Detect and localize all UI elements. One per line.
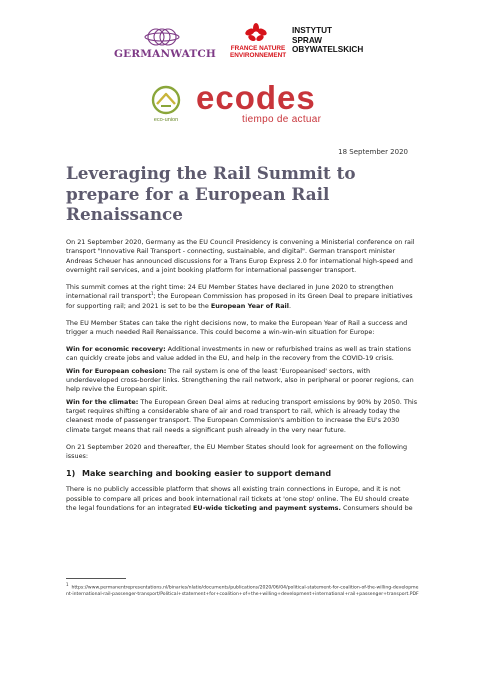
paragraph-summit: This summit comes at the right time: 24 EU Member States have declared in June 2020 to strengthen international rail transport$^1$; the European Commission has proposed in its Green Deal to prepare initiatives for supporting rail; and 2021 is set to be the European Year of Rail. bbox=[66, 282, 413, 310]
paragraph-booking: There is no publicly accessible platform that shows all existing train connections in Europe, and it is not possible to compare all prices and book international rail tickets at 'one stop' online. The EU should create the legal foundations for an integrated EU-wide ticketing and payment systems. Consumers should be bbox=[66, 485, 413, 512]
isp-line-1: INSTYTUT bbox=[292, 26, 333, 35]
document-title: Leveraging the Rail Summit to prepare for a European Rail Renaissance bbox=[66, 163, 356, 224]
year-of-rail: European Year of Rail bbox=[210, 301, 289, 310]
footnote-divider bbox=[66, 578, 126, 579]
win-item: Win for the climate: The European Green Deal aims at reducing transport emissions by 90% by 2050. This target requires shifting a considerable share of air and road transport to rail, which is already today the cleanest mode of passenger transport. The European Commission's ambition to increase the EU's 2030 climate target means that rail needs a significant push already in the very near future. bbox=[66, 397, 418, 434]
ecodes-wordmark: ecodes bbox=[196, 79, 316, 116]
footnote bbox=[66, 582, 419, 599]
footnote-link[interactable]: https://www.permanentrepresentations.nl/binaries/nlatio/documents/publications/2020/06/04/political-statement-for-coalition-of-the-willing-development-international-rail-passenger-transport/Political+statement+for+coalition+of+the+willing+development+international+rail+passenger+transport.PDF bbox=[66, 585, 419, 598]
document-body bbox=[66, 238, 419, 521]
footnote-number: 1 bbox=[66, 582, 69, 587]
fne-flower-icon bbox=[242, 22, 270, 44]
fne-line-1: FRANCE NATURE bbox=[230, 45, 286, 52]
isp-line-3: OBYWATELSKICH bbox=[292, 45, 364, 54]
section-heading bbox=[66, 469, 419, 478]
win-item: Win for economic recovery: Additional investments in new or refurbished trains as well as train stations can quickly create jobs and value added in the EU, and help in the recovery from the COVID-19 crisis. bbox=[66, 344, 412, 363]
paragraph-agreement: On 21 September 2020 and thereafter, the EU Member States should look for agreement on the following issues: bbox=[66, 442, 408, 460]
paragraph-intro: On 21 September 2020, Germany as the EU Council Presidency is convening a Ministerial conference on rail transport "Innovative Rail Transport - connecting, sustainable, and digital". German transport minister Andreas Scheuer has announced discussions for a Trans Europ Express 2.0 for international high-speed and overnight rail services, and a joint booking platform for international passenger transport. bbox=[66, 238, 415, 275]
ecodes-tagline: tiempo de actuar bbox=[242, 114, 322, 125]
section-number: 1) bbox=[66, 468, 76, 478]
ticketing-emphasis: EU-wide ticketing and payment systems. bbox=[192, 503, 341, 512]
eco-union-emblem-icon bbox=[145, 84, 187, 118]
isp-logo bbox=[292, 26, 372, 55]
germanwatch-circles-icon bbox=[144, 26, 180, 48]
germanwatch-wordmark: GERMANWATCH bbox=[114, 48, 217, 60]
ecodes-logo bbox=[196, 80, 356, 128]
fne-logo bbox=[230, 22, 287, 64]
fne-line-2: ENVIRONNEMENT bbox=[230, 52, 287, 59]
win-list bbox=[66, 345, 419, 435]
eco-union-label: eco-union bbox=[153, 117, 179, 123]
eco-union-logo bbox=[145, 84, 187, 128]
isp-line-2: SPRAW bbox=[292, 35, 323, 45]
document-date: 18 September 2020 bbox=[338, 148, 408, 156]
germanwatch-logo bbox=[114, 26, 217, 62]
footnote-ref: 1 bbox=[150, 291, 154, 297]
paragraph-decisions: The EU Member States can take the right decisions now, to make the European Year of Rail a success and trigger a much needed Rail Renaissance. This could become a win-win-win situation for Europe: bbox=[66, 318, 408, 336]
section-title: Make searching and booking easier to support demand bbox=[82, 468, 332, 478]
win-item: Win for European cohesion: The rail system is one of the least 'Europeanised' sectors, with underdeveloped cross-border links. Strengthening the rail network, also in peripheral or poorer regions, can help revive the European spirit. bbox=[66, 366, 414, 394]
